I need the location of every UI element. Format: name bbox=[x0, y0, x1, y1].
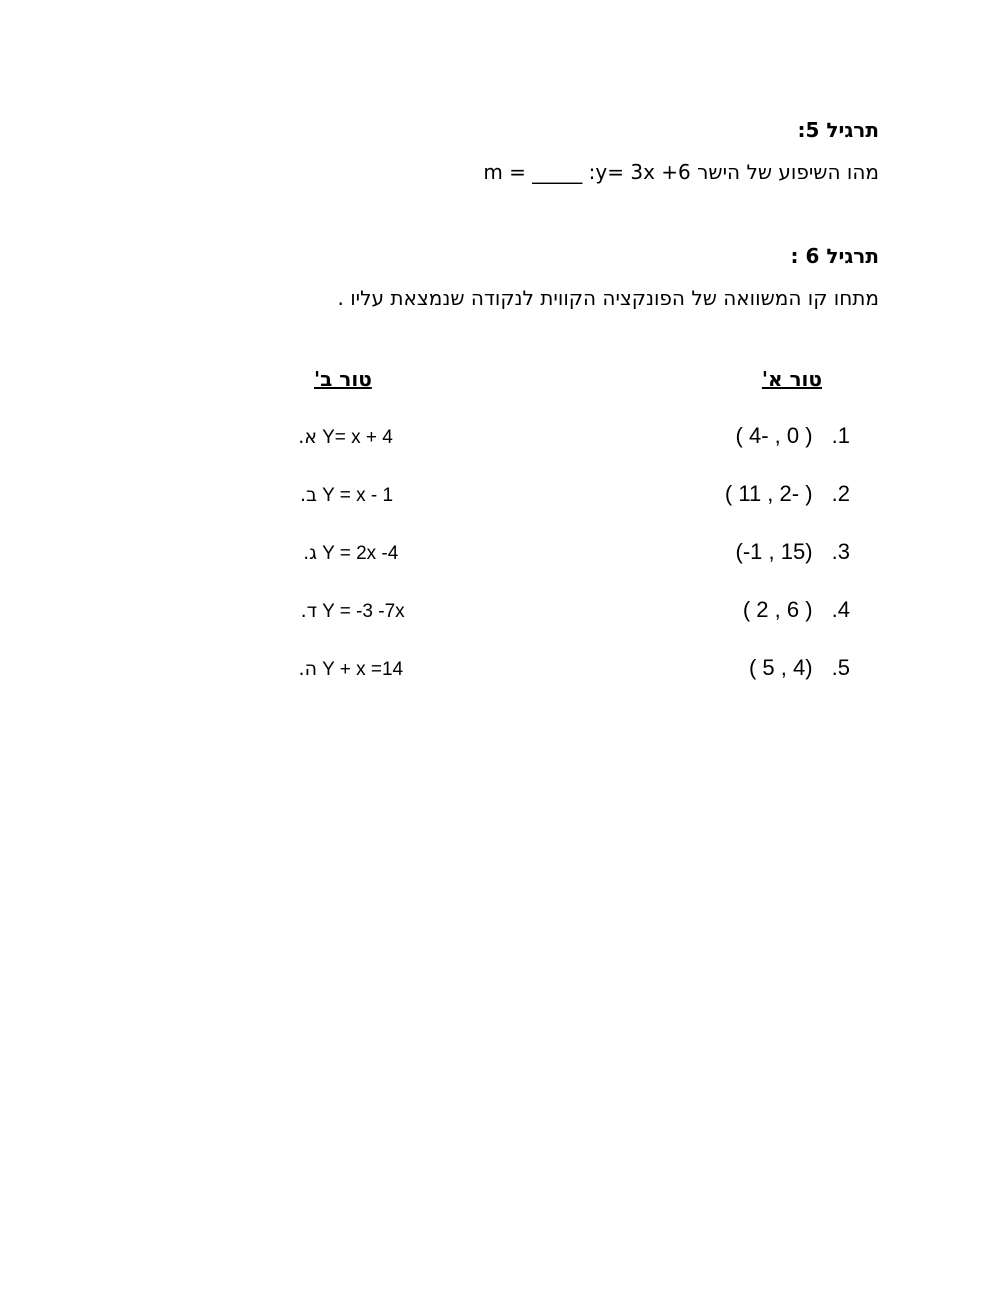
column-a-item bbox=[743, 597, 850, 623]
equation: Y = -3 -7x bbox=[322, 601, 405, 622]
exercise5-equation: :y= 3x +6 bbox=[588, 160, 691, 184]
column-a-item bbox=[736, 539, 850, 565]
exercise5-answer-blank: m = _____ bbox=[483, 160, 583, 184]
column-a-item bbox=[749, 655, 850, 681]
equation: Y= x + 4 bbox=[322, 427, 393, 448]
equation: Y + x =14 bbox=[322, 659, 404, 680]
column-a-title: טור א' bbox=[761, 367, 822, 391]
column-a-item bbox=[725, 481, 850, 507]
column-b-item bbox=[289, 600, 405, 623]
exercise5-heading: תרגיל 5: bbox=[797, 118, 879, 142]
point-value: (-1 , 15) bbox=[735, 539, 813, 564]
item-number: .4 bbox=[831, 597, 850, 622]
exercise5-question-prefix: מהו השיפוע של הישר bbox=[697, 160, 879, 184]
item-letter: ג. bbox=[303, 542, 317, 564]
column-b-item bbox=[289, 542, 398, 565]
exercise5-question bbox=[483, 160, 879, 184]
point-value: ( 2 , 6 ) bbox=[742, 597, 813, 622]
equation: Y = 2x -4 bbox=[322, 543, 399, 564]
point-value: ( 4- , 0 ) bbox=[735, 423, 813, 448]
column-b-item bbox=[289, 484, 393, 507]
item-letter: ה. bbox=[298, 658, 317, 680]
item-letter: ד. bbox=[300, 600, 317, 622]
exercise6-instructions: מתחו קו המשוואה של הפונקציה הקווית לנקודה שנמצאת עליו . bbox=[337, 286, 879, 310]
column-b-title: טור ב' bbox=[314, 367, 372, 391]
item-letter: א. bbox=[298, 426, 317, 448]
point-value: ( 5 , 4) bbox=[748, 655, 813, 680]
column-a-item bbox=[736, 423, 850, 449]
equation: Y = x - 1 bbox=[322, 485, 394, 506]
item-number: .3 bbox=[831, 539, 850, 564]
item-number: .5 bbox=[831, 655, 850, 680]
item-number: .1 bbox=[831, 423, 850, 448]
exercise6-heading: תרגיל 6 : bbox=[790, 244, 879, 268]
item-number: .2 bbox=[831, 481, 850, 506]
item-letter: ב. bbox=[299, 484, 317, 506]
point-value: ( 11 , 2- ) bbox=[724, 481, 813, 506]
column-b-item bbox=[289, 658, 403, 681]
column-b-item bbox=[289, 426, 393, 449]
